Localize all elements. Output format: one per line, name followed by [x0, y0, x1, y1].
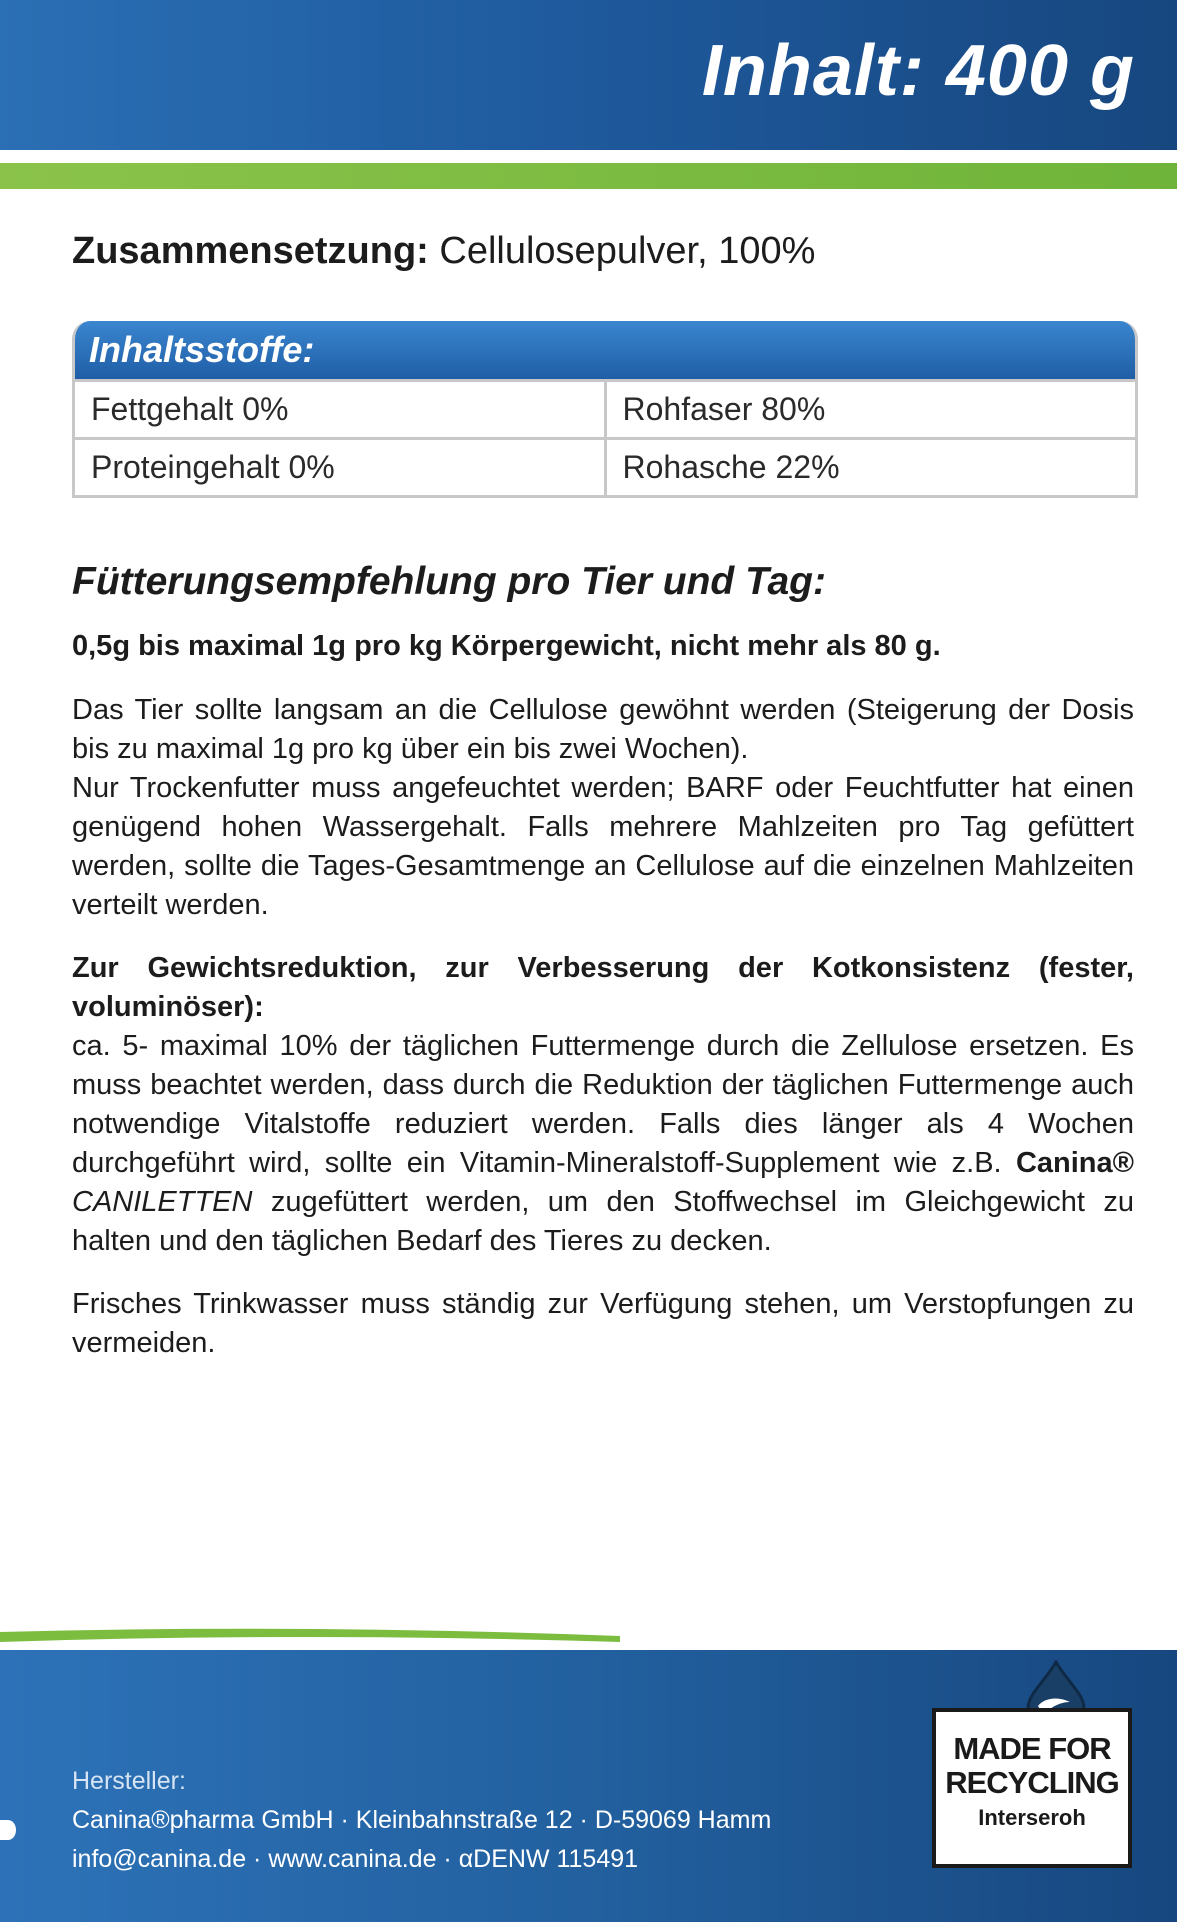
- table-row: [75, 379, 1135, 437]
- composition-value: Cellulosepulver, 100%: [428, 230, 816, 272]
- product-name: CANILETTEN: [72, 1186, 253, 1218]
- manufacturer-label: Hersteller:: [72, 1767, 186, 1795]
- ingredients-title: Inhaltsstoffe:: [75, 321, 1135, 379]
- water-note: Frisches Trinkwasser muss ständig zur Verfügung stehen, um Verstopfungen zu vermeiden.: [72, 1288, 1134, 1359]
- made-for-recycling-badge: [932, 1708, 1132, 1868]
- weight-reduction: [72, 949, 1134, 1261]
- weight-reduction-heading: Zur Gewichtsreduktion, zur Verbesserung der Kotkonsistenz (fester, voluminöser):: [72, 952, 1134, 1023]
- table-row: [75, 437, 1135, 495]
- manufacturer-contact: info@canina.de · www.canina.de · αDENW 115491: [72, 1845, 639, 1873]
- recycle-text-2: RECYCLING: [945, 1765, 1119, 1800]
- composition: [72, 230, 1134, 273]
- manufacturer-info: [72, 1762, 771, 1879]
- ingredients-table: [72, 321, 1138, 498]
- composition-label: Zusammensetzung:: [72, 230, 429, 272]
- edge-dot: [0, 1820, 16, 1840]
- main-content: [72, 230, 1134, 1387]
- table-cell: Rohasche 22%: [604, 440, 1136, 495]
- weight-reduction-text-end: zugefüttert werden, um den Stoffwechsel im Gleichgewicht zu halten und den täglichen Bedarf des Tieres zu decken.: [72, 1186, 1134, 1257]
- brand-name: Canina®: [1015, 1147, 1134, 1179]
- feeding-instructions: [72, 691, 1134, 925]
- recycle-text-1: MADE FOR: [953, 1731, 1111, 1766]
- instruction-line: Nur Trockenfutter muss angefeuchtet werden; BARF oder Feuchtfutter hat einen genügend hohen Wassergehalt. Falls mehrere Mahlzeiten pro Tag gefüttert werden, sollte die Tages-Gesamtmenge an Cellulose auf die einzelnen Mahlzeiten verteilt werden.: [72, 772, 1134, 921]
- header-divider: [0, 150, 1177, 163]
- header-green-stripe: [0, 163, 1177, 189]
- manufacturer-address: Canina®pharma GmbH · Kleinbahnstraße 12 · D-59069 Hamm: [72, 1806, 772, 1834]
- feeding-title: Fütterungsempfehlung pro Tier und Tag:: [72, 560, 826, 603]
- feeding-dose: 0,5g bis maximal 1g pro kg Körpergewicht, nicht mehr als 80 g.: [72, 630, 941, 662]
- table-cell: Proteingehalt 0%: [91, 449, 335, 485]
- content-weight-title: Inhalt: 400 g: [701, 31, 1135, 111]
- interseroh-logo-icon: Interseroh: [978, 1805, 1086, 1830]
- weight-reduction-text: ca. 5- maximal 10% der täglichen Futtermenge durch die Zellulose ersetzen. Es muss beachtet werden, dass durch die Reduktion der täglichen Futtermenge auch notwendige Vitalstoffe reduziert werden. Falls dies länger als 4 Wochen durchgeführt wird, sollte ein Vitamin-Mineralstoff-Supplement wie z.B.: [72, 1030, 1134, 1179]
- table-cell: Fettgehalt 0%: [91, 391, 289, 427]
- header-banner: [0, 0, 1177, 150]
- instruction-line: Das Tier sollte langsam an die Cellulose gewöhnt werden (Steigerung der Dosis bis zu maximal 1g pro kg über ein bis zwei Wochen).: [72, 694, 1134, 765]
- table-cell: Rohfaser 80%: [604, 382, 1136, 437]
